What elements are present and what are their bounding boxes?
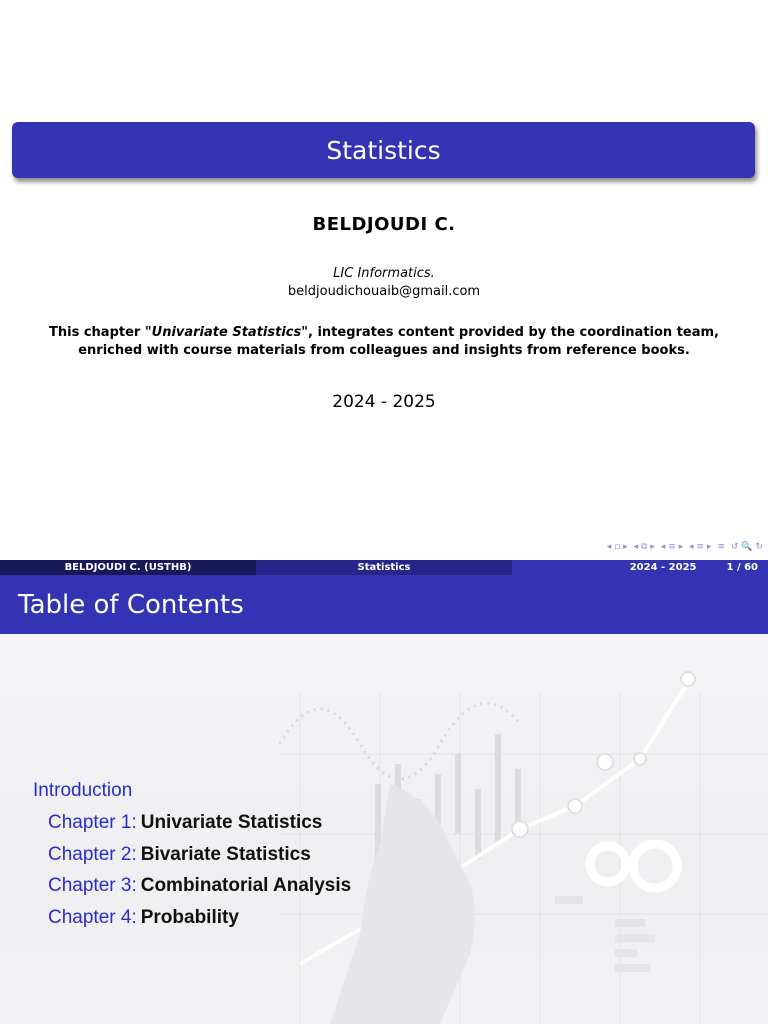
nav-next-icon[interactable]: ◂ ≡ ▸ [660, 542, 684, 552]
footer-title: Statistics [256, 560, 512, 575]
chapter-label[interactable]: Chapter 4: [48, 907, 137, 928]
footer-date: 2024 - 2025 [629, 562, 697, 573]
nav-subsection-icon[interactable]: ◂ ≡ ▸ [689, 542, 712, 552]
note-suffix: , integrates content provided by the coordination team, enriched with course materials from colleagues and insights from reference books. [78, 325, 719, 358]
table-of-contents [0, 634, 768, 1024]
footer-info [512, 560, 768, 575]
toc-chapter-2[interactable] [48, 844, 311, 866]
footer-author: BELDJOUDI C. (USTHB) [0, 560, 256, 575]
beamer-navigation [488, 540, 763, 554]
academic-year: 2024 - 2025 [332, 392, 436, 412]
nav-prev-icon[interactable]: ◂ ▫ ▸ [606, 542, 628, 552]
institution: LIC Informatics. [333, 266, 435, 281]
slide-footer [0, 560, 768, 575]
toc-chapter-1[interactable] [48, 812, 322, 834]
chapter-label[interactable]: Chapter 3: [48, 875, 137, 896]
toc-header: Table of Contents [0, 575, 768, 634]
note-chapter: "Univariate Statistics" [144, 325, 308, 340]
author-email[interactable]: beldjoudichouaib@gmail.com [287, 284, 481, 299]
nav-frame-icon[interactable]: ◂ ⧉ ▸ [633, 542, 655, 552]
toc-chapter-3[interactable] [48, 875, 351, 897]
note-prefix: This chapter [49, 325, 145, 340]
chapter-note [30, 324, 738, 360]
slide-title: Statistics [12, 122, 755, 178]
chapter-title[interactable]: Bivariate Statistics [140, 844, 311, 865]
nav-align-icon[interactable]: ≡ [717, 542, 725, 552]
chapter-title[interactable]: Probability [140, 907, 239, 928]
author-name: BELDJOUDI C. [312, 214, 456, 235]
chapter-label[interactable]: Chapter 1: [48, 812, 137, 833]
toc-chapter-4[interactable] [48, 907, 239, 929]
toc-introduction-link[interactable]: Introduction [33, 780, 133, 801]
nav-search-icon[interactable]: ↺ 🔍 ↻ [730, 542, 763, 552]
chapter-title[interactable]: Combinatorial Analysis [140, 875, 352, 896]
toc-slide-body [0, 634, 768, 1024]
chapter-label[interactable]: Chapter 2: [48, 844, 137, 865]
footer-page: 1 / 60 [726, 562, 758, 573]
chapter-title[interactable]: Univariate Statistics [140, 812, 323, 833]
